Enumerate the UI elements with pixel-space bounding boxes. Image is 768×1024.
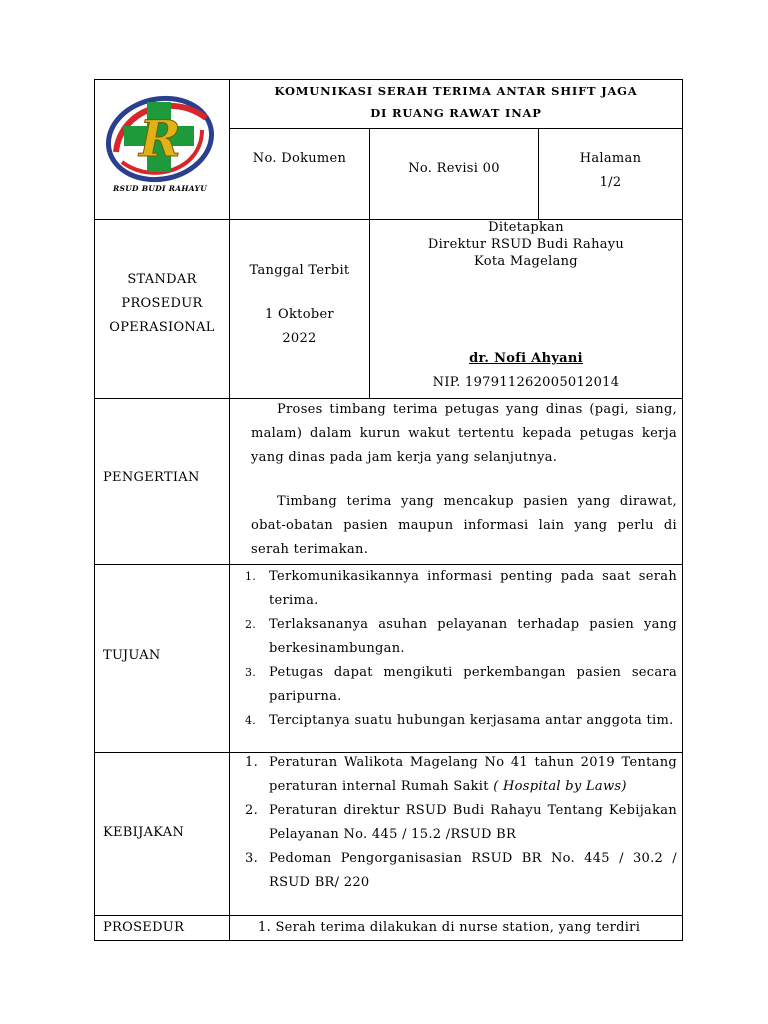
approval-line-2: Direktur RSUD Budi Rahayu xyxy=(427,237,625,252)
tujuan-list xyxy=(245,565,677,733)
approval-block xyxy=(370,219,682,270)
approval-line-1: Ditetapkan xyxy=(488,220,564,235)
prosedur-item-text: Serah terima dilakukan di nurse station, yang terdiri xyxy=(275,920,641,935)
prosedur-first-item xyxy=(258,916,682,940)
signer-name: dr. Nofi Ahyani xyxy=(469,351,583,366)
sop-label xyxy=(95,268,229,340)
list-item: 4. Terciptanya suatu hubungan kerjasama antar anggota tim. xyxy=(245,713,674,728)
table-border-right xyxy=(682,79,683,941)
kebijakan-list xyxy=(245,751,677,895)
signer-nip: NIP. 197911262005012014 xyxy=(432,375,620,390)
logo-letter: R xyxy=(139,109,181,168)
issued-label: Tanggal Terbit xyxy=(249,263,350,278)
list-item: 1. Terkomunikasikannya informasi penting pada saat serah terima. xyxy=(245,569,677,608)
sop-label-line-1: STANDAR xyxy=(127,272,197,287)
doc-number-label: No. Dokumen xyxy=(252,151,347,166)
title-line-1: KOMUNIKASI SERAH TERIMA ANTAR SHIFT JAGA xyxy=(274,84,638,98)
list-item: 3. Pedoman Pengorganisasian RSUD BR No. 445 / 30.2 / RSUD BR/ 220 xyxy=(245,851,677,890)
title-divider xyxy=(229,128,683,129)
kebijakan-label: KEBIJAKAN xyxy=(103,825,185,840)
col-divider-main xyxy=(229,79,230,941)
approval-line-3: Kota Magelang xyxy=(474,254,578,269)
page-label: Halaman xyxy=(579,151,642,166)
issued-date-line-2: 2022 xyxy=(282,331,317,346)
sop-label-line-3: OPERASIONAL xyxy=(109,320,215,335)
row-divider-prosedur xyxy=(94,940,683,941)
revision-label: No. Revisi 00 xyxy=(408,161,500,176)
pengertian-label: PENGERTIAN xyxy=(103,470,200,485)
tujuan-label: TUJUAN xyxy=(103,648,161,663)
hospital-logo xyxy=(102,90,218,188)
issued-date-line-1: 1 Oktober xyxy=(265,307,334,322)
page-value: 1/2 xyxy=(599,175,622,190)
pengertian-paragraph-1: Proses timbang terima petugas yang dinas (pagi, siang, malam) dalam kurun wakut tertentu kepada petugas kerja yang dinas pada jam kerja yang selanjutnya. xyxy=(251,402,677,465)
sop-label-line-2: PROSEDUR xyxy=(121,296,203,311)
title-line-2: DI RUANG RAWAT INAP xyxy=(370,106,542,120)
logo-caption: RSUD BUDI RAHAYU xyxy=(112,184,208,193)
pengertian-paragraph-2: Timbang terima yang mencakup pasien yang dirawat, obat-obatan pasien maupun informasi lain yang perlu di serah terimakan. xyxy=(251,494,677,557)
list-item: 1. Peraturan Walikota Magelang No 41 tahun 2019 Tentang peraturan internal Rumah Sakit ( Hospital by Laws) xyxy=(245,755,677,794)
document-title xyxy=(230,80,682,124)
prosedur-label: PROSEDUR xyxy=(103,920,185,935)
table-border-left xyxy=(94,79,95,941)
list-item: 2. Peraturan direktur RSUD Budi Rahayu Tentang Kebijakan Pelayanan No. 445 / 15.2 /RSUD BR xyxy=(245,803,677,842)
list-item: 3. Petugas dapat mengikuti perkembangan pasien secara paripurna. xyxy=(245,665,677,704)
issued-date xyxy=(230,303,369,351)
list-item: 2. Terlaksananya asuhan pelayanan terhadap pasien yang berkesinambungan. xyxy=(245,617,677,656)
prosedur-item-number: 1. xyxy=(258,920,272,935)
